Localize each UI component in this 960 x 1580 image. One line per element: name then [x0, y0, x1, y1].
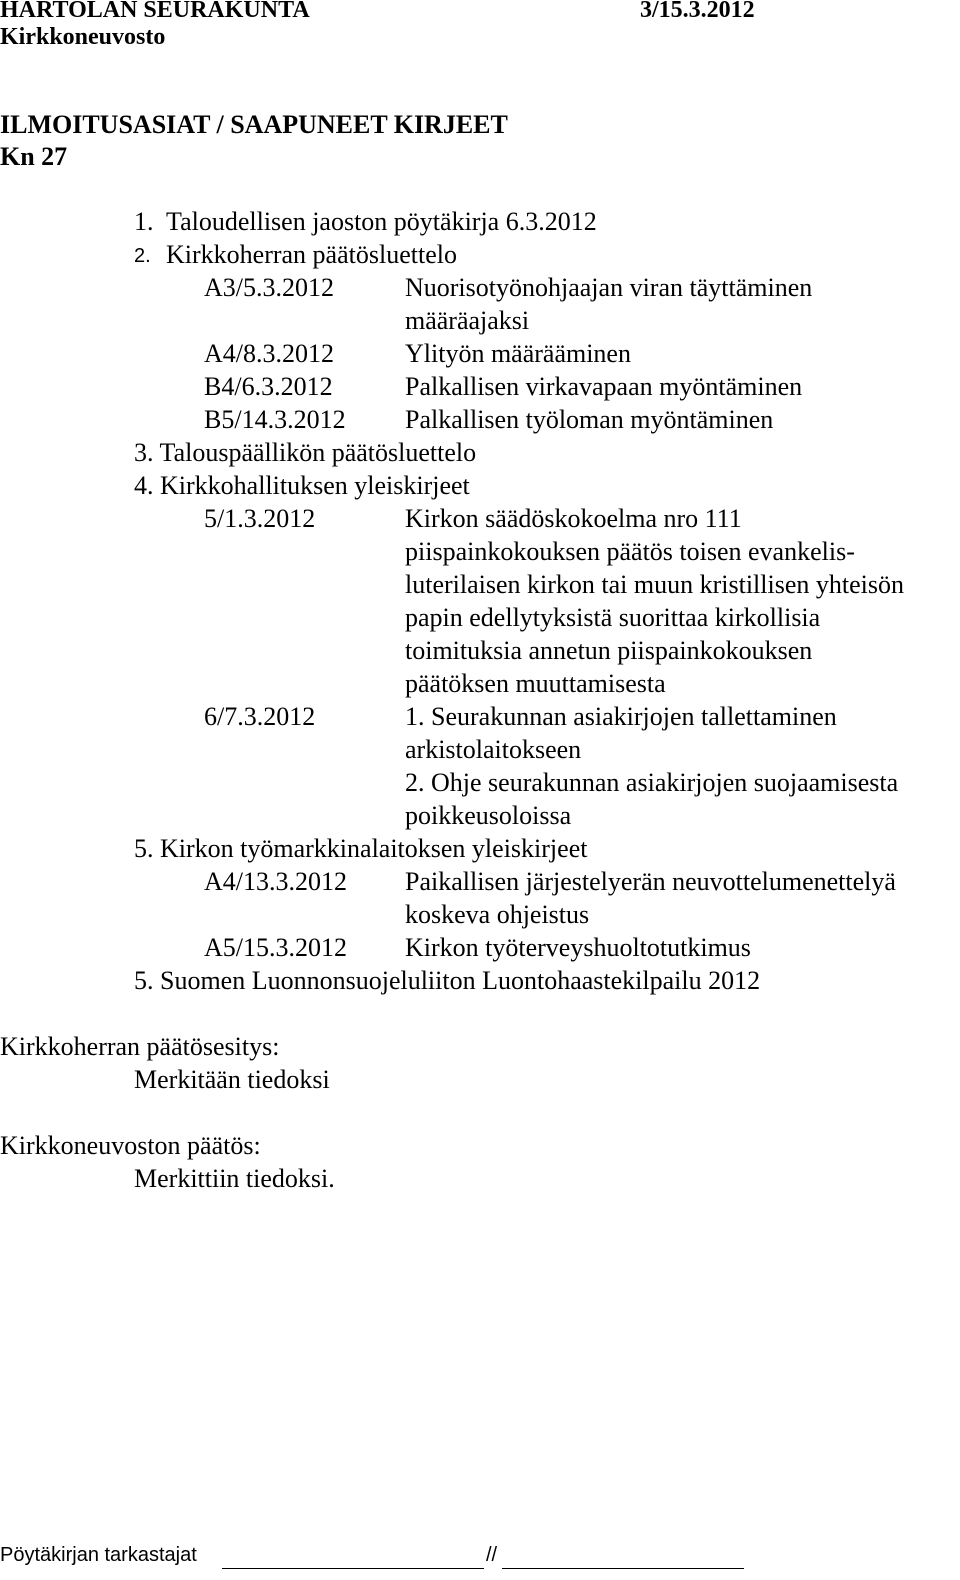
- entry-line: luterilaisen kirkon tai muun kristillisen yhteisön: [405, 570, 904, 599]
- entry-line: toimituksia annetun piispainkokouksen: [405, 636, 813, 665]
- entry-line: Ylityön määrääminen: [405, 339, 631, 368]
- entry-line: poikkeusoloissa: [405, 801, 572, 830]
- item-2-number: 2.: [134, 245, 151, 267]
- entry-ref: B4/6.3.2012: [204, 372, 333, 401]
- entry-line: papin edellytyksistä suorittaa kirkollisia: [405, 603, 821, 632]
- entry-ref: A4/13.3.2012: [204, 867, 347, 896]
- entry-ref: A3/5.3.2012: [204, 273, 334, 302]
- item-5a-text: 5. Kirkon työmarkkinalaitoksen yleiskirjeet: [134, 834, 588, 863]
- section-title: ILMOITUSASIAT / SAAPUNEET KIRJEET: [0, 110, 508, 139]
- entry-line: Palkallisen virkavapaan myöntäminen: [405, 372, 803, 401]
- entry-line: 1. Seurakunnan asiakirjojen tallettaminen: [405, 702, 837, 731]
- entry-line: Nuorisotyönohjaajan viran täyttäminen: [405, 273, 813, 302]
- item-2-text: Kirkkoherran päätösluettelo: [166, 240, 457, 269]
- item-4-text: 4. Kirkkohallituksen yleiskirjeet: [134, 471, 470, 500]
- page-date: 3/15.3.2012: [640, 0, 755, 23]
- entry-line: piispainkokouksen päätös toisen evankelis-: [405, 537, 855, 566]
- proposal-label: Kirkkoherran päätösesitys:: [0, 1032, 280, 1061]
- entry-line: Paikallisen järjestelyerän neuvottelumenettelyä: [405, 867, 896, 896]
- decision-text: Merkittiin tiedoksi.: [134, 1164, 335, 1193]
- item-1-text: Taloudellisen jaoston pöytäkirja 6.3.2012: [166, 207, 597, 236]
- entry-ref: 5/1.3.2012: [204, 504, 316, 533]
- item-5b-text: 5. Suomen Luonnonsuojeluliiton Luontohaastekilpailu 2012: [134, 966, 761, 995]
- proposal-text: Merkitään tiedoksi: [134, 1065, 330, 1094]
- signature-separator: //: [486, 1544, 498, 1566]
- section-number: Kn 27: [0, 142, 68, 171]
- footer-label: Pöytäkirjan tarkastajat: [0, 1544, 197, 1566]
- entry-ref: A5/15.3.2012: [204, 933, 347, 962]
- entry-line: arkistolaitokseen: [405, 735, 582, 764]
- entry-line: määräajaksi: [405, 306, 530, 335]
- entry-line: päätöksen muuttamisesta: [405, 669, 666, 698]
- item-1-number: 1.: [134, 207, 154, 236]
- entry-ref: A4/8.3.2012: [204, 339, 334, 368]
- entry-ref: B5/14.3.2012: [204, 405, 346, 434]
- decision-label: Kirkkoneuvoston päätös:: [0, 1131, 261, 1160]
- entry-ref: 6/7.3.2012: [204, 702, 316, 731]
- item-3-text: 3. Talouspäällikön päätösluettelo: [134, 438, 477, 467]
- meeting-body: Kirkkoneuvosto: [0, 24, 166, 50]
- signature-line-2: [502, 1568, 744, 1569]
- entry-line: Kirkon säädöskokoelma nro 111: [405, 504, 742, 533]
- entry-line: 2. Ohje seurakunnan asiakirjojen suojaamisesta: [405, 768, 899, 797]
- organization-name: HARTOLAN SEURAKUNTA: [0, 0, 310, 23]
- entry-line: Kirkon työterveyshuoltotutkimus: [405, 933, 751, 962]
- entry-line: Palkallisen työloman myöntäminen: [405, 405, 774, 434]
- signature-line-1: [222, 1568, 484, 1569]
- entry-line: koskeva ohjeistus: [405, 900, 590, 929]
